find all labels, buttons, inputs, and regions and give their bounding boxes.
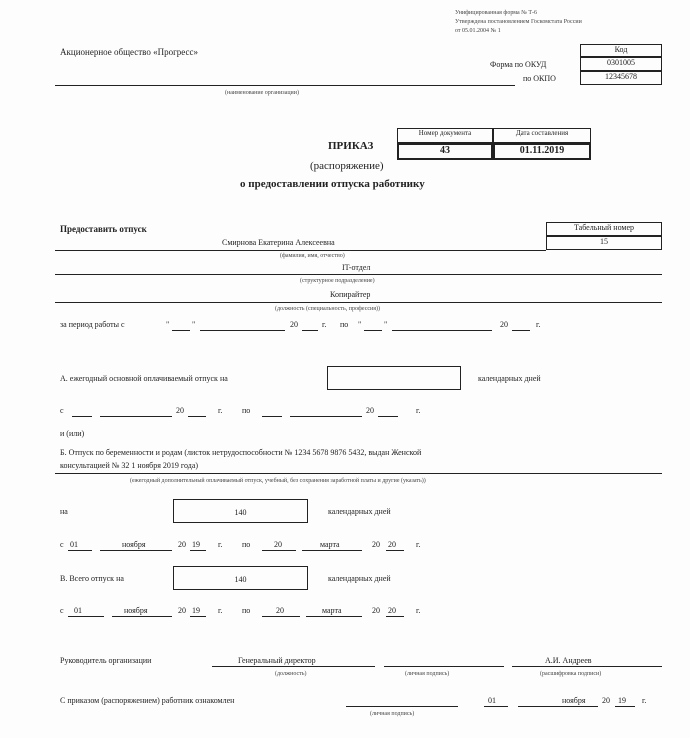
- section-v-label: В. Всего отпуск на: [60, 574, 124, 583]
- position-caption: (должность (специальность, профессия)): [275, 306, 380, 312]
- ack-caption: (личная подпись): [370, 711, 415, 717]
- section-b-caption: (ежегодный дополнительный оплачиваемый отпуск, учебный, без сохранения заработной платы и другие (указать)): [130, 478, 426, 484]
- period-label: за период работы с: [60, 320, 125, 329]
- grant-label: Предоставить отпуск: [60, 224, 147, 234]
- form-note-1: Унифицированная форма № Т-6: [455, 10, 538, 16]
- department-caption: (структурное подразделение): [300, 278, 375, 284]
- okpo-value: 12345678: [580, 71, 662, 85]
- order-heading: о предоставлении отпуска работнику: [240, 178, 425, 190]
- code-header-cell: Код: [580, 44, 662, 57]
- form-note-2: Утверждена постановлением Госкомстата России: [455, 19, 582, 25]
- and-or: и (или): [60, 429, 85, 438]
- doc-number-label: Номер документа: [397, 128, 493, 143]
- order-subtitle: (распоряжение): [310, 160, 384, 172]
- okud-label: Форма по ОКУД: [490, 60, 547, 69]
- org-caption: (наименование организации): [225, 90, 299, 96]
- doc-number: 43: [397, 143, 493, 160]
- form-note-3: от 05.01.2004 № 1: [455, 28, 501, 34]
- ack-label: С приказом (распоряжением) работник ознакомлен: [60, 696, 235, 705]
- section-b-unit: календарных дней: [328, 507, 391, 516]
- signature-caption: (личная подпись): [405, 671, 450, 677]
- position: Копирайтер: [330, 290, 371, 299]
- section-b-days: 140: [173, 499, 308, 523]
- name-caption: (расшифровка подписи): [540, 671, 602, 677]
- okud-value: 0301005: [580, 57, 662, 71]
- section-v-unit: календарных дней: [328, 574, 391, 583]
- section-v-days: 140: [173, 566, 308, 590]
- order-title: ПРИКАЗ: [328, 140, 374, 152]
- section-a-unit: календарных дней: [478, 374, 541, 383]
- okpo-label: по ОКПО: [523, 74, 556, 83]
- doc-date-label: Дата составления: [493, 128, 591, 143]
- employee-name: Смирнова Екатерина Алексеевна: [222, 238, 335, 247]
- head-position: Генеральный директор: [238, 656, 316, 665]
- tab-value: 15: [546, 236, 662, 250]
- department: IT-отдел: [342, 263, 371, 272]
- tab-label: Табельный номер: [546, 222, 662, 236]
- name-caption: (фамилия, имя, отчество): [280, 253, 345, 259]
- section-b-label-1: Б. Отпуск по беременности и родам (листок нетрудоспособности № 1234 5678 9876 5432, выдан Женской: [60, 448, 422, 457]
- section-b-label-2: консультацией № 32 1 ноября 2019 года): [60, 461, 199, 470]
- head-label: Руководитель организации: [60, 656, 152, 665]
- section-a-days: [327, 366, 461, 390]
- org-name: Акционерное общество «Прогресс»: [60, 47, 198, 57]
- position-caption: (должность): [275, 671, 307, 677]
- doc-date: 01.11.2019: [493, 143, 591, 160]
- section-a-label: А. ежегодный основной оплачиваемый отпуск на: [60, 374, 228, 383]
- head-name: А.И. Андреев: [545, 656, 592, 665]
